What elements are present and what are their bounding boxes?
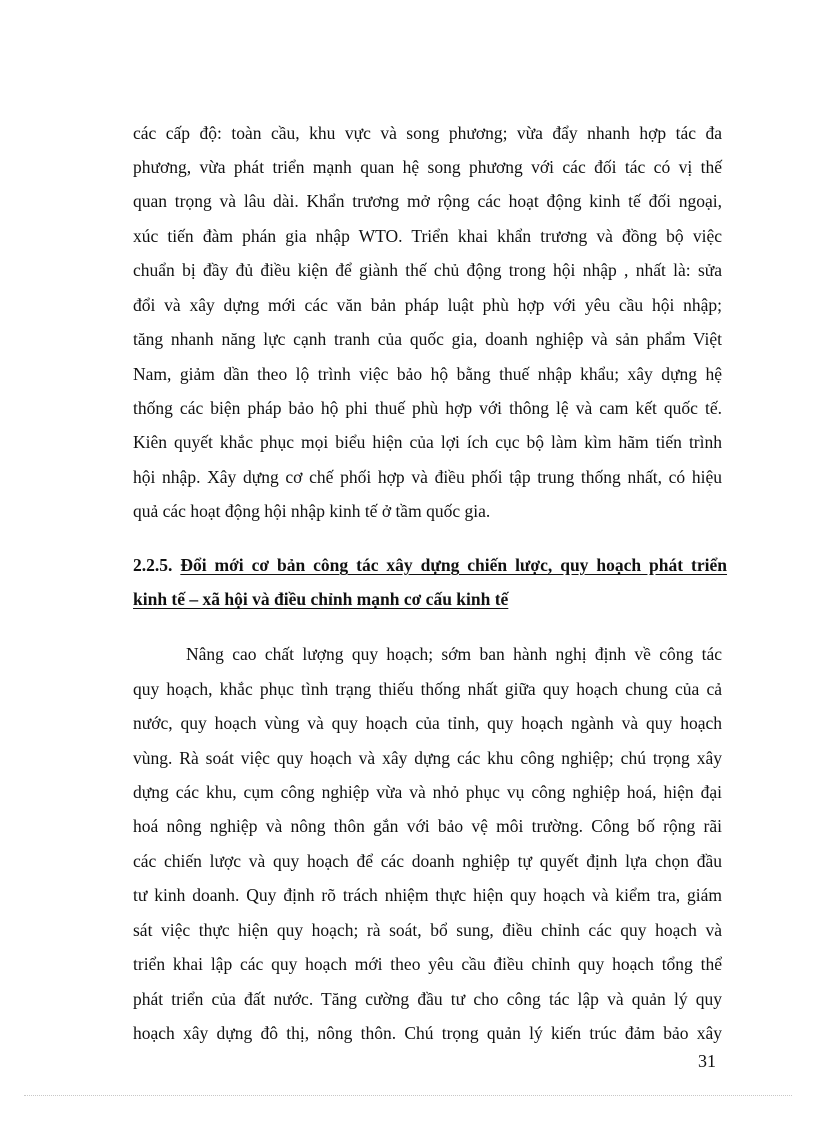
text-line: chuẩn bị đầy đủ điều kiện để giành thế chủ động trong hội nhập , nhất là: sửa <box>133 260 722 280</box>
section-number: 2.2.5. <box>133 555 173 575</box>
text-line: các cấp độ: toàn cầu, khu vực và song phương; vừa đẩy nhanh hợp tác đa <box>133 123 722 143</box>
section-title-line-1: Đổi mới cơ bản công tác xây dựng chiến lược, quy hoạch phát triển <box>180 555 728 575</box>
footer-divider <box>24 1095 792 1096</box>
text-line: phương, vừa phát triển mạnh quan hệ song phương với các đối tác có vị thế <box>133 157 722 177</box>
text-line: đổi và xây dựng mới các văn bản pháp luật phù hợp với yêu cầu hội nhập; <box>133 295 722 315</box>
page-number: 31 <box>698 1051 716 1071</box>
text-line: triển khai lập các quy hoạch mới theo yêu cầu điều chỉnh quy hoạch tổng thể <box>133 954 722 974</box>
text-line: xúc tiến đàm phán gia nhập WTO. Triển khai khẩn trương và đồng bộ việc <box>133 226 722 246</box>
text-line: tăng nhanh năng lực cạnh tranh của quốc gia, doanh nghiệp và sản phẩm Việt <box>133 329 722 349</box>
text-line: quan trọng và lâu dài. Khẩn trương mở rộng các hoạt động kinh tế đối ngoại, <box>133 191 722 211</box>
text-line: nước, quy hoạch vùng và quy hoạch của tỉnh, quy hoạch ngành và quy hoạch <box>133 713 722 733</box>
text-line: quy hoạch, khắc phục tình trạng thiếu thống nhất giữa quy hoạch chung của cả <box>133 679 722 699</box>
section-heading-line-2 <box>133 587 508 611</box>
text-line: phát triển của đất nước. Tăng cường đầu tư cho công tác lập và quản lý quy <box>133 989 722 1009</box>
text-line: sát việc thực hiện quy hoạch; rà soát, bổ sung, điều chỉnh các quy hoạch và <box>133 920 722 940</box>
text-line: Nâng cao chất lượng quy hoạch; sớm ban hành nghị định về công tác <box>186 644 722 664</box>
text-line: hội nhập. Xây dựng cơ chế phối hợp và điều phối tập trung thống nhất, có hiệu <box>133 467 722 487</box>
text-line: vùng. Rà soát việc quy hoạch và xây dựng các khu công nghiệp; chú trọng xây <box>133 748 722 768</box>
section-title-line-2: kinh tế – xã hội và điều chỉnh mạnh cơ cấu kinh tế <box>133 589 509 609</box>
text-line: Nam, giảm dần theo lộ trình việc bảo hộ bằng thuế nhập khẩu; xây dựng hệ <box>133 364 722 384</box>
text-line: dựng các khu, cụm công nghiệp vừa và nhỏ phục vụ công nghiệp hoá, hiện đại <box>133 782 722 802</box>
text-line: thống các biện pháp bảo hộ phi thuế phù hợp với thông lệ và cam kết quốc tế. <box>133 398 722 418</box>
text-line: hoạch xây dựng đô thị, nông thôn. Chú trọng quản lý kiến trúc đảm bảo xây <box>133 1023 722 1043</box>
text-line: hoá nông nghiệp và nông thôn gắn với bảo vệ môi trường. Công bố rộng rãi <box>133 816 722 836</box>
text-line: quả các hoạt động hội nhập kinh tế ở tầm quốc gia. <box>133 501 491 521</box>
section-heading-line-1 <box>133 553 727 577</box>
text-line: Kiên quyết khắc phục mọi biểu hiện của lợi ích cục bộ làm kìm hãm tiến trình <box>133 432 722 452</box>
text-line: tư kinh doanh. Quy định rõ trách nhiệm thực hiện quy hoạch và kiểm tra, giám <box>133 885 722 905</box>
text-line: các chiến lược và quy hoạch để các doanh nghiệp tự quyết định lựa chọn đầu <box>133 851 722 871</box>
